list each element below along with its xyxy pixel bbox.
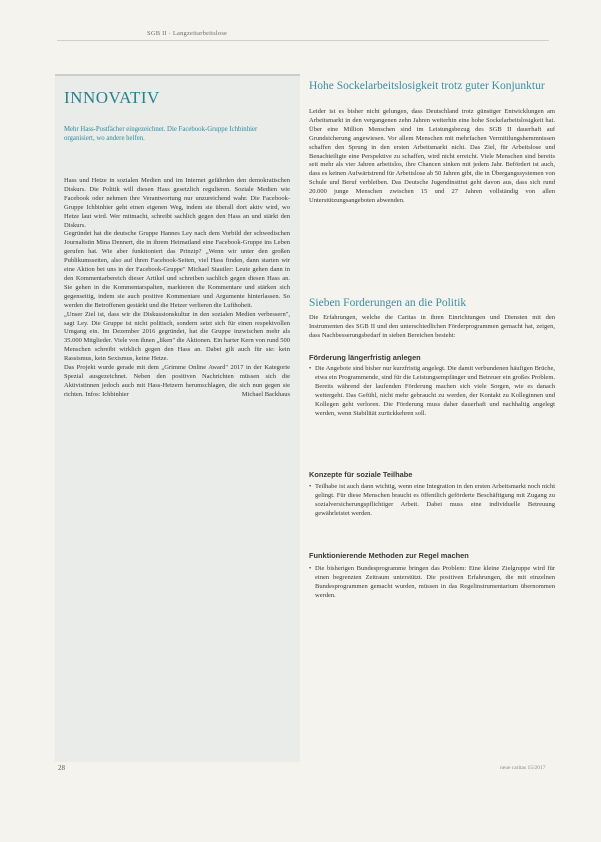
- demands-intro: Die Erfahrungen, welche die Caritas in ihren Einrichtungen und Diensten mit den Instrumenten des SGB II und den unterschiedlichen Förderprogrammen gemacht hat, zeigen, dass Nachbesserungsbedarf in sieben Bereichen besteht:: [309, 314, 555, 339]
- section-title-2: Sieben Forderungen an die Politik: [309, 297, 467, 309]
- box-paragraph: Gegründet hat die deutsche Gruppe Hannes Ley nach dem Vorbild der schwedischen Journalistin Mina Dennert, die in ihrem Heimatland eine Facebook-Gruppe ins Leben gerufen hat. Wie aber funktioniert das Prinzip? „Wenn wir unter den großen Publikumsseiten, also auf ihren Facebook-Seiten, viel Hass finden, dann starten wir eine Aktion bei uns in der Facebook-Gruppe" Michael Stautler: Leute gehen dann in den Kommentarbereich dieser Artikel und schreiben sachlich gegen diesen Hass an. Sie gehen in die Kommentarspalten, markieren die Kommentare und stärken sich gegenseitig, indem sie auch positive Kommentare und Argumente hinterlassen. So werden die Betroffenen gestärkt und die Hetzer verlieren die Lufthoheit.: [64, 230, 290, 309]
- box-teaser: Mehr Hass-Postfächer eingezeichnet. Die Facebook-Gruppe Ichbinhier organisiert, wo andere helfen.: [64, 126, 258, 142]
- running-title: SGB II · Langzeitarbeitslose: [147, 30, 228, 37]
- bullet-2: • Teilhabe ist auch dann wichtig, wenn eine Integration in den ersten Arbeitsmarkt noch nicht gelingt. Für diese Menschen braucht es öffentlich geförderte Beschäftigung mit Zugang zu sozialversicherungspflichtiger Arbeit. Dabei muss eine individuelle Betreuung gewährleistet werden.: [309, 483, 555, 517]
- box-body: [64, 177, 290, 400]
- intro-paragraph: Leider ist es bisher nicht gelungen, dass Deutschland trotz günstiger Entwicklungen am Arbeitsmarkt in den vergangenen zehn Jahren weiterhin eine hohe Sockelarbeitslosigkeit hat. Über eine Million Menschen sind im Leistungsbezug des SGB II dauerhaft auf Grundsicherung angewiesen. Vor allem Menschen mit mehrfachen Vermittlungshemmnissen schaffen den Sprung in den ersten Arbeitsmarkt nicht. Das Ziel, für Arbeitslose und Benachteiligte eine Perspektive zu schaffen, wird nicht erreicht. Viele Menschen sind bereits seit mehr als vier Jahren arbeitslos, ihre Chancen sinken mit jedem Jahr. Befördert ist auch, dass es keinen Aufwärtstrend für Arbeitslose ab 50 Jahren gibt, die in Übergangssystemen von Schule und Beruf verbleiben. Das Deutsche Jugendinstitut geht davon aus, dass sich rund 20.000 junge Menschen zwischen 15 und 27 Jahren vollständig von allen Unterstützungsangeboten abwenden.: [309, 108, 555, 205]
- subhead-1: Förderung längerfristig anlegen: [309, 353, 421, 362]
- bullet-3: • Die bisherigen Bundesprogramme bringen das Problem: Eine kleine Zielgruppe wird für einen begrenzten Zeitraum unterstützt. Die positiven Erfahrungen, die mit einzelnen Bundesprogrammen gemacht wurden, müssen in das Regelinstrumentarium übernommen werden.: [309, 565, 555, 599]
- subhead-3: Funktionierende Methoden zur Regel machen: [309, 551, 469, 560]
- section-title-1: Hohe Sockelarbeitslosigkeit trotz guter Konjunktur: [309, 80, 545, 92]
- author-name: Michael Backhaus: [241, 390, 290, 398]
- page-number: 28: [58, 764, 65, 772]
- subhead-2: Konzepte für soziale Teilhabe: [309, 470, 413, 479]
- box-paragraph: Hass und Hetze in sozialen Medien und im Internet gefährden den demokratischen Diskurs. Die Politik will diesen Hass gesetzlich regulieren. Soziale Medien wie Facebook oder nehmen ihre Verantwortung nur unzureichend wahr. Die Facebook-Gruppe Ichbinhier geht einen eigenen Weg, indem sie überall dort aktiv wird, wo Hetze laut wird. Wer mitmacht, schreibt sachlich gegen den Hass an und stärkt den Diskurs.: [64, 177, 290, 229]
- header-rule: [57, 40, 549, 41]
- box-paragraph: „Unser Ziel ist, dass wir die Diskussionskultur in den sozialen Medien verbessern", sagt Ley. Die Gruppe ist nicht politisch, sondern setzt sich für einen respektvollen Umgang ein. Im Dezember 2016 gegründet, hat die Gruppe inzwischen mehr als 35.000 Mitglieder. Viele von ihnen „liken" die Aktionen. Ein harter Kern von rund 500 Menschen schreibt wirklich gegen den Hass an. Dabei gilt auch für sie: kein Rassismus, kein Sexismus, keine Hetze.: [64, 310, 290, 363]
- page-header: [0, 0, 601, 62]
- journal-issue: neue caritas 15/2017: [500, 765, 546, 771]
- box-title: INNOVATIV: [64, 88, 160, 107]
- box-paragraph: Das Projekt wurde gerade mit dem „Grimme Online Award" 2017 in der Kategorie Spezial ausgezeichnet. Neben den positiven Nachrichten müssen sich die Aktivistinnen jedoch auch mit Hass-Hetzern herumschlagen, die sich nun gegen sie richten. Infos: Ichbinhier Michael Backhaus: [64, 364, 290, 398]
- bullet-1: • Die Angebote sind bisher nur kurzfristig angelegt. Die damit verbundenen häufigen Brüche, etwa ein Programmende, sind für die Leistungsempfänger und Betreuer ein großes Problem. Bereits während der laufenden Förderung machen sich viele Sorgen, wie es danach weitergeht. Das Gefühl, nicht mehr gebraucht zu werden, der Kontakt zu Kolleginnen und Kollegen geht verloren. Die Förderung muss daher dauerhaft und nachhaltig angelegt werden, wenn Stabilität zurückkehren soll.: [309, 365, 555, 417]
